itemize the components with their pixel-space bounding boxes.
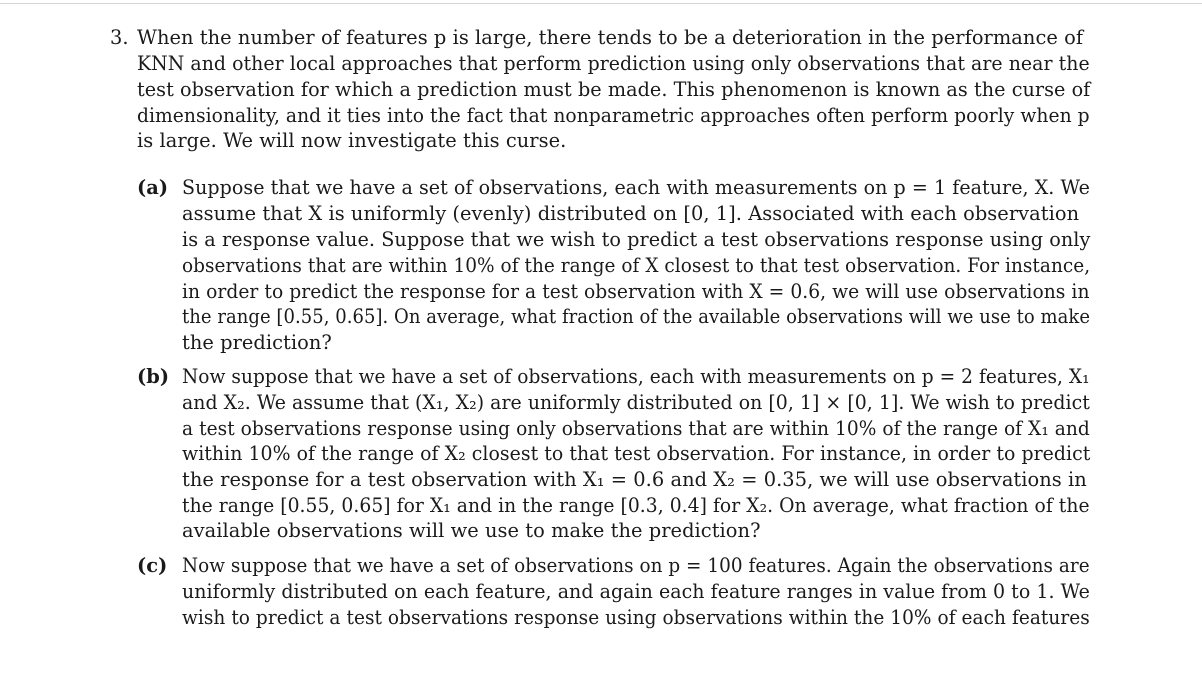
part-b-line-2: and X₂. We assume that (X₁, X₂) are uniformly distributed on [0, 1] × [0, 1]. We wish to predict: [182, 391, 1090, 414]
part-b-line-1: Now suppose that we have a set of observations, each with measurements on p = 2 features, X₁: [182, 365, 1090, 388]
part-a-line-3: is a response value. Suppose that we wish to predict a test observations response using only: [182, 228, 1091, 251]
part-b-line-7: available observations will we use to make the prediction?: [182, 519, 761, 542]
part-c-label: (c): [137, 554, 168, 577]
question-line-3: test observation for which a prediction must be made. This phenomenon is known as the curse of: [137, 78, 1091, 101]
part-c-line-2: uniformly distributed on each feature, and again each feature ranges in value from 0 to 1. We: [182, 580, 1090, 603]
part-a-line-5: in order to predict the response for a test observation with X = 0.6, we will use observations in: [182, 280, 1090, 303]
part-a-line-2: assume that X is uniformly (evenly) distributed on [0, 1]. Associated with each observation: [182, 202, 1080, 225]
part-a-line-6: the range [0.55, 0.65]. On average, what fraction of the available observations will we use to make: [182, 305, 1091, 328]
part-b-line-4: within 10% of the range of X₂ closest to that test observation. For instance, in order to predict: [182, 442, 1091, 465]
question-line-2: KNN and other local approaches that perform prediction using only observations that are near the: [137, 52, 1090, 75]
part-c-line-1: Now suppose that we have a set of observations on p = 100 features. Again the observations are: [182, 554, 1090, 577]
part-b-label: (b): [137, 365, 170, 388]
part-b-line-3: a test observations response using only observations that are within 10% of the range of X₁ and: [182, 417, 1090, 440]
part-b-line-5: the response for a test observation with X₁ = 0.6 and X₂ = 0.35, we will use observations in: [182, 468, 1087, 491]
part-a-line-7: the prediction?: [182, 331, 332, 354]
part-a-line-4: observations that are within 10% of the range of X closest to that test observation. For instance,: [182, 254, 1091, 277]
question-line-1: When the number of features p is large, there tends to be a deterioration in the performance of: [137, 26, 1084, 49]
part-b-line-6: the range [0.55, 0.65] for X₁ and in the range [0.3, 0.4] for X₂. On average, what fraction of the: [182, 494, 1090, 517]
question-line-4: dimensionality, and it ties into the fact that nonparametric approaches often perform poorly when p: [137, 104, 1090, 127]
question-line-5: is large. We will now investigate this curse.: [137, 129, 567, 152]
part-c-line-3: wish to predict a test observations response using observations within the 10% of each features: [182, 606, 1090, 629]
part-a-line-1: Suppose that we have a set of observations, each with measurements on p = 1 feature, X. We: [182, 176, 1090, 199]
question-number: 3.: [110, 26, 129, 49]
part-a-label: (a): [137, 176, 169, 199]
